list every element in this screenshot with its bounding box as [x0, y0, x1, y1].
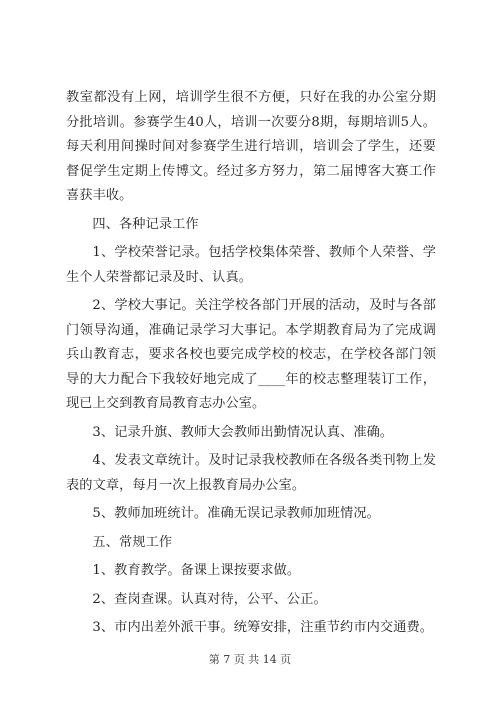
paragraph-teaching: 1、教育教学。备课上课按要求做。: [92, 563, 301, 578]
paragraph-overtime-statistics: 5、教师加班统计。准确无误记录教师加班情况。: [92, 506, 380, 521]
paragraph-blog-contest-training: 教室都没有上网，培训学生很不方便，只好在我的办公室分期分批培训。参赛学生40人，培训一次要分8期，每期培训5人。每天利用间操时间对参赛学生进行培训，培训会了学生，还要督促学生定期上传博文。经过多方努力，第二届博客大赛工作喜获丰收。: [66, 90, 436, 203]
section-heading-routine-work: 五、常规工作: [92, 534, 173, 550]
paragraph-school-chronicle: 2、学校大事记。关注学校各部门开展的活动，及时与各部门领导沟通，准确记录学习大事记。本学期教育局为了完成调兵山教育志，要求各校也要完成学校的校志，在学校各部门领导的大力配合下我较好地完成了____年的校志整理装订工作，现已上交到教育局教育志办公室。: [66, 298, 436, 411]
paragraph-attendance-records: 3、记录升旗、教师大会教师出勤情况认真、准确。: [92, 424, 394, 440]
page-number-footer: 第 7 页 共 14 页: [208, 653, 292, 666]
paragraph-inspection: 2、查岗查课。认真对待，公平、公正。: [92, 591, 327, 607]
document-body: [66, 86, 436, 645]
paragraph-business-trips: 3、市内出差外派干事。统筹安排，注重节约市内交通费。: [92, 620, 434, 635]
section-heading-records: 四、各种记录工作: [92, 216, 199, 232]
paragraph-article-statistics: 4、发表文章统计。及时记录我校教师在各级各类刊物上发表的文章，每月一次上报教育局办公室。: [66, 453, 436, 493]
paragraph-school-honors: 1、学校荣誉记录。包括学校集体荣誉、教师个人荣誉、学生个人荣誉都记录及时、认真。: [66, 245, 436, 285]
